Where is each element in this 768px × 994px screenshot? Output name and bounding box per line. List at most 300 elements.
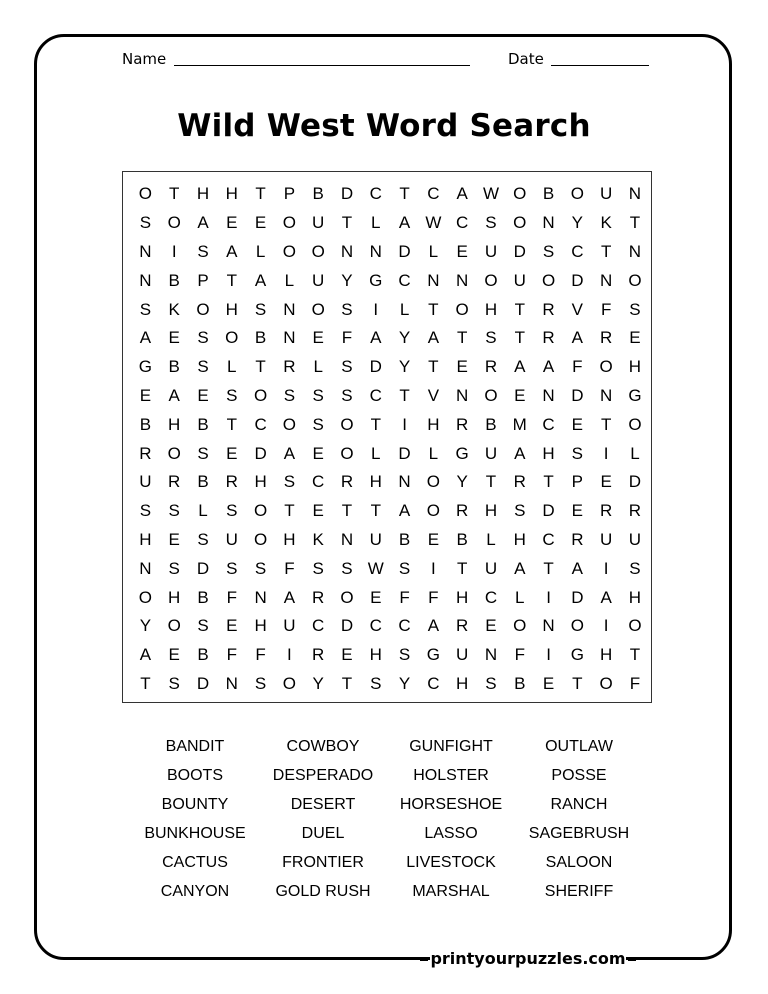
grid-letter[interactable]: O — [311, 299, 325, 319]
grid-letter[interactable]: C — [571, 241, 584, 261]
grid-letter[interactable]: S — [197, 529, 209, 549]
grid-letter[interactable]: A — [600, 587, 612, 607]
grid-letter[interactable]: W — [367, 558, 384, 578]
grid-letter[interactable]: R — [571, 529, 584, 549]
grid-letter[interactable]: S — [197, 616, 209, 636]
grid-letter[interactable]: N — [427, 270, 440, 290]
grid-letter[interactable]: W — [425, 213, 442, 233]
grid-letter[interactable]: I — [546, 587, 551, 607]
grid-letter[interactable]: C — [369, 385, 382, 405]
grid-letter[interactable]: O — [513, 213, 527, 233]
grid-letter[interactable]: L — [399, 299, 410, 319]
grid-letter[interactable]: O — [541, 270, 556, 290]
grid-letter[interactable]: F — [428, 587, 439, 607]
grid-letter[interactable]: U — [600, 529, 613, 549]
grid-letter[interactable]: A — [514, 558, 526, 578]
grid-letter[interactable]: L — [313, 357, 323, 377]
grid-letter[interactable]: A — [542, 357, 555, 377]
grid-letter[interactable]: O — [513, 184, 527, 204]
grid-letter[interactable]: B — [139, 414, 152, 434]
grid-letter[interactable]: R — [168, 472, 181, 492]
grid-letter[interactable]: H — [628, 357, 642, 377]
grid-letter[interactable]: R — [484, 357, 498, 377]
grid-letter[interactable]: N — [628, 184, 642, 204]
grid-letter[interactable]: T — [456, 328, 468, 348]
grid-letter[interactable]: E — [571, 501, 584, 521]
grid-letter[interactable]: S — [168, 673, 180, 693]
grid-letter[interactable]: H — [369, 645, 382, 665]
grid-letter[interactable]: C — [427, 673, 440, 693]
grid-letter[interactable]: I — [603, 616, 609, 636]
grid-letter[interactable]: E — [485, 616, 497, 636]
grid-letter[interactable]: D — [196, 673, 210, 693]
grid-letter[interactable]: A — [398, 213, 411, 233]
grid-letter[interactable]: H — [456, 673, 469, 693]
name-line[interactable] — [174, 65, 470, 66]
grid-letter[interactable]: N — [484, 645, 498, 665]
grid-letter[interactable]: U — [484, 443, 498, 463]
grid-letter[interactable]: S — [341, 558, 353, 578]
grid-letter[interactable]: R — [312, 587, 325, 607]
grid-letter[interactable]: O — [225, 328, 239, 348]
grid-letter[interactable]: B — [312, 184, 324, 204]
grid-letter[interactable]: N — [139, 241, 152, 261]
grid-letter[interactable]: O — [340, 414, 354, 434]
grid-letter[interactable]: H — [168, 587, 181, 607]
grid-letter[interactable]: S — [197, 241, 209, 261]
grid-letter[interactable]: D — [513, 241, 526, 261]
grid-letter[interactable]: T — [370, 501, 381, 521]
grid-letter[interactable]: D — [196, 558, 210, 578]
grid-letter[interactable]: H — [542, 443, 555, 463]
grid-letter[interactable]: E — [514, 385, 526, 405]
grid-letter[interactable]: O — [282, 213, 296, 233]
grid-letter[interactable]: T — [169, 184, 180, 204]
grid-letter[interactable]: T — [543, 472, 554, 492]
grid-letter[interactable]: I — [603, 443, 609, 463]
grid-letter[interactable]: A — [427, 328, 440, 348]
grid-letter[interactable]: C — [312, 472, 325, 492]
grid-letter[interactable]: C — [484, 587, 498, 607]
grid-letter[interactable]: I — [603, 558, 609, 578]
grid-letter[interactable]: F — [255, 645, 266, 665]
grid-letter[interactable]: S — [168, 558, 180, 578]
grid-letter[interactable]: O — [253, 501, 268, 521]
grid-letter[interactable]: G — [426, 645, 440, 665]
grid-letter[interactable]: E — [226, 616, 238, 636]
grid-letter[interactable]: B — [197, 414, 209, 434]
grid-letter[interactable]: O — [340, 587, 354, 607]
grid-letter[interactable]: D — [369, 357, 382, 377]
grid-letter[interactable]: R — [600, 328, 613, 348]
grid-letter[interactable]: T — [140, 673, 151, 693]
grid-letter[interactable]: E — [312, 328, 324, 348]
grid-letter[interactable]: D — [571, 587, 584, 607]
grid-letter[interactable]: S — [283, 385, 296, 405]
grid-letter[interactable]: L — [371, 443, 381, 463]
grid-letter[interactable]: I — [373, 299, 379, 319]
grid-letter[interactable]: L — [486, 529, 496, 549]
grid-letter[interactable]: V — [427, 385, 440, 405]
grid-letter[interactable]: S — [398, 558, 411, 578]
grid-letter[interactable]: D — [571, 385, 584, 405]
grid-letter[interactable]: E — [226, 443, 238, 463]
grid-letter[interactable]: S — [341, 299, 353, 319]
grid-letter[interactable]: O — [138, 184, 153, 204]
grid-letter[interactable]: G — [570, 645, 584, 665]
grid-letter[interactable]: T — [370, 414, 381, 434]
grid-letter[interactable]: E — [456, 357, 468, 377]
grid-letter[interactable]: E — [456, 241, 468, 261]
grid-letter[interactable]: A — [139, 645, 152, 665]
grid-letter[interactable]: C — [369, 184, 382, 204]
grid-letter[interactable]: R — [225, 472, 238, 492]
grid-letter[interactable]: S — [398, 645, 411, 665]
grid-letter[interactable]: O — [599, 673, 613, 693]
grid-letter[interactable]: T — [255, 184, 266, 204]
grid-letter[interactable]: B — [168, 357, 180, 377]
grid-letter[interactable]: D — [254, 443, 267, 463]
grid-letter[interactable]: O — [628, 270, 642, 290]
grid-letter[interactable]: U — [312, 270, 325, 290]
grid-letter[interactable]: O — [253, 529, 268, 549]
grid-letter[interactable]: B — [197, 472, 209, 492]
grid-letter[interactable]: N — [340, 529, 354, 549]
grid-letter[interactable]: S — [226, 558, 238, 578]
grid-letter[interactable]: C — [398, 270, 411, 290]
grid-letter[interactable]: I — [171, 241, 177, 261]
grid-letter[interactable]: E — [168, 645, 180, 665]
grid-letter[interactable]: N — [340, 241, 354, 261]
grid-letter[interactable]: T — [284, 501, 295, 521]
grid-letter[interactable]: S — [197, 357, 209, 377]
grid-letter[interactable]: A — [514, 443, 526, 463]
grid-letter[interactable]: T — [600, 414, 612, 434]
grid-letter[interactable]: I — [402, 414, 407, 434]
grid-letter[interactable]: G — [455, 443, 469, 463]
grid-letter[interactable]: U — [283, 616, 296, 636]
grid-letter[interactable]: D — [628, 472, 642, 492]
grid-letter[interactable]: O — [570, 184, 584, 204]
grid-letter[interactable]: E — [312, 443, 324, 463]
grid-letter[interactable]: Y — [398, 673, 411, 693]
grid-letter[interactable]: Y — [398, 357, 411, 377]
grid-letter[interactable]: F — [629, 673, 641, 693]
grid-letter[interactable]: D — [542, 501, 555, 521]
grid-letter[interactable]: E — [226, 213, 238, 233]
grid-letter[interactable]: D — [340, 184, 354, 204]
grid-letter[interactable]: S — [341, 357, 353, 377]
grid-letter[interactable]: C — [312, 616, 325, 636]
grid-letter[interactable]: H — [225, 184, 238, 204]
grid-letter[interactable]: E — [571, 414, 584, 434]
grid-letter[interactable]: F — [572, 357, 583, 377]
grid-letter[interactable]: T — [572, 673, 583, 693]
grid-letter[interactable]: L — [371, 213, 381, 233]
grid-letter[interactable]: L — [255, 241, 266, 261]
grid-letter[interactable]: F — [226, 645, 237, 665]
grid-letter[interactable]: O — [167, 443, 181, 463]
grid-letter[interactable]: S — [485, 328, 497, 348]
grid-letter[interactable]: P — [283, 184, 296, 204]
grid-letter[interactable]: N — [628, 241, 642, 261]
grid-letter[interactable]: S — [312, 558, 324, 578]
grid-letter[interactable]: S — [139, 299, 152, 319]
grid-letter[interactable]: H — [254, 472, 267, 492]
grid-letter[interactable]: H — [196, 184, 210, 204]
grid-letter[interactable]: O — [426, 472, 440, 492]
grid-letter[interactable]: U — [225, 529, 238, 549]
grid-letter[interactable]: A — [370, 328, 382, 348]
grid-letter[interactable]: U — [513, 270, 526, 290]
grid-letter[interactable]: U — [484, 241, 498, 261]
grid-letter[interactable]: P — [197, 270, 209, 290]
grid-letter[interactable]: T — [629, 213, 641, 233]
grid-letter[interactable]: E — [168, 529, 180, 549]
grid-letter[interactable]: S — [168, 501, 180, 521]
grid-letter[interactable]: N — [542, 616, 555, 636]
grid-letter[interactable]: R — [456, 414, 469, 434]
grid-letter[interactable]: R — [542, 328, 555, 348]
grid-letter[interactable]: C — [542, 529, 555, 549]
grid-letter[interactable]: S — [485, 673, 497, 693]
grid-letter[interactable]: E — [542, 673, 555, 693]
grid-letter[interactable]: B — [197, 587, 209, 607]
grid-letter[interactable]: T — [456, 558, 468, 578]
grid-letter[interactable]: N — [600, 385, 613, 405]
grid-letter[interactable]: S — [485, 213, 497, 233]
grid-letter[interactable]: B — [485, 414, 497, 434]
grid-letter[interactable]: U — [139, 472, 152, 492]
grid-letter[interactable]: E — [197, 385, 209, 405]
grid-letter[interactable]: L — [428, 443, 439, 463]
date-line[interactable] — [551, 65, 649, 66]
grid-letter[interactable]: T — [341, 501, 353, 521]
grid-letter[interactable]: C — [542, 414, 555, 434]
grid-letter[interactable]: O — [455, 299, 469, 319]
grid-letter[interactable]: E — [629, 328, 641, 348]
grid-letter[interactable]: B — [456, 529, 468, 549]
grid-letter[interactable]: H — [369, 472, 382, 492]
grid-letter[interactable]: O — [253, 385, 268, 405]
grid-letter[interactable]: R — [340, 472, 354, 492]
grid-letter[interactable]: S — [226, 501, 238, 521]
grid-letter[interactable]: A — [456, 184, 468, 204]
grid-letter[interactable]: O — [340, 443, 354, 463]
grid-letter[interactable]: H — [513, 529, 526, 549]
grid-letter[interactable]: R — [283, 357, 296, 377]
grid-letter[interactable]: O — [196, 299, 210, 319]
grid-letter[interactable]: I — [287, 645, 292, 665]
grid-letter[interactable]: R — [628, 501, 642, 521]
grid-letter[interactable]: C — [254, 414, 267, 434]
grid-letter[interactable]: N — [283, 299, 296, 319]
grid-letter[interactable]: T — [226, 414, 237, 434]
grid-letter[interactable]: T — [428, 357, 439, 377]
grid-letter[interactable]: F — [600, 299, 612, 319]
grid-letter[interactable]: E — [312, 501, 324, 521]
grid-letter[interactable]: T — [399, 385, 410, 405]
grid-letter[interactable]: L — [284, 270, 295, 290]
grid-letter[interactable]: S — [197, 328, 209, 348]
grid-letter[interactable]: Y — [398, 328, 411, 348]
grid-letter[interactable]: O — [484, 385, 498, 405]
grid-letter[interactable]: S — [254, 673, 267, 693]
grid-letter[interactable]: C — [427, 184, 440, 204]
grid-letter[interactable]: S — [629, 299, 641, 319]
grid-letter[interactable]: L — [630, 443, 640, 463]
grid-letter[interactable]: A — [226, 241, 238, 261]
grid-letter[interactable]: S — [514, 501, 526, 521]
grid-letter[interactable]: F — [399, 587, 410, 607]
grid-letter[interactable]: Y — [312, 673, 324, 693]
grid-letter[interactable]: W — [482, 184, 499, 204]
grid-letter[interactable]: E — [168, 328, 180, 348]
grid-letter[interactable]: H — [139, 529, 152, 549]
grid-letter[interactable]: F — [226, 587, 237, 607]
grid-letter[interactable]: R — [542, 299, 555, 319]
grid-letter[interactable]: U — [312, 213, 325, 233]
grid-letter[interactable]: P — [571, 472, 584, 492]
grid-letter[interactable]: B — [542, 184, 555, 204]
grid-letter[interactable]: M — [512, 414, 527, 434]
grid-letter[interactable]: N — [542, 385, 555, 405]
grid-letter[interactable]: O — [628, 616, 642, 636]
grid-letter[interactable]: N — [139, 270, 152, 290]
grid-letter[interactable]: H — [283, 529, 296, 549]
grid-letter[interactable]: D — [571, 270, 584, 290]
grid-letter[interactable]: S — [370, 673, 382, 693]
grid-letter[interactable]: H — [600, 645, 613, 665]
grid-letter[interactable]: G — [138, 357, 153, 377]
grid-letter[interactable]: V — [571, 299, 584, 319]
grid-letter[interactable]: O — [513, 616, 527, 636]
grid-letter[interactable]: U — [484, 558, 498, 578]
grid-letter[interactable]: N — [369, 241, 382, 261]
grid-letter[interactable]: I — [431, 558, 436, 578]
grid-letter[interactable]: O — [282, 673, 296, 693]
grid-letter[interactable]: A — [571, 328, 584, 348]
grid-letter[interactable]: A — [168, 385, 180, 405]
grid-letter[interactable]: O — [484, 270, 498, 290]
grid-letter[interactable]: T — [629, 645, 641, 665]
grid-letter[interactable]: L — [198, 501, 208, 521]
grid-letter[interactable]: O — [599, 357, 613, 377]
grid-letter[interactable]: O — [282, 241, 296, 261]
grid-letter[interactable]: T — [226, 270, 237, 290]
grid-letter[interactable]: U — [369, 529, 382, 549]
grid-letter[interactable]: S — [312, 385, 324, 405]
grid-letter[interactable]: S — [283, 472, 296, 492]
grid-letter[interactable]: U — [628, 529, 642, 549]
grid-letter[interactable]: N — [225, 673, 238, 693]
grid-letter[interactable]: T — [255, 357, 266, 377]
grid-letter[interactable]: K — [312, 529, 324, 549]
grid-letter[interactable]: S — [542, 241, 555, 261]
grid-letter[interactable]: Y — [456, 472, 468, 492]
grid-letter[interactable]: B — [398, 529, 411, 549]
grid-letter[interactable]: T — [514, 328, 525, 348]
grid-letter[interactable]: E — [254, 213, 267, 233]
grid-letter[interactable]: H — [456, 587, 469, 607]
grid-letter[interactable]: N — [456, 270, 469, 290]
grid-letter[interactable]: O — [167, 213, 181, 233]
grid-letter[interactable]: T — [600, 241, 612, 261]
grid-letter[interactable]: G — [369, 270, 383, 290]
grid-letter[interactable]: D — [398, 241, 411, 261]
grid-letter[interactable]: C — [398, 616, 411, 636]
grid-letter[interactable]: B — [197, 645, 209, 665]
grid-letter[interactable]: D — [398, 443, 411, 463]
grid-letter[interactable]: L — [428, 241, 439, 261]
grid-letter[interactable]: T — [399, 184, 410, 204]
grid-letter[interactable]: A — [571, 558, 584, 578]
grid-letter[interactable]: U — [456, 645, 469, 665]
grid-letter[interactable]: N — [254, 587, 267, 607]
grid-letter[interactable]: F — [514, 645, 525, 665]
grid-letter[interactable]: N — [139, 558, 152, 578]
grid-letter[interactable]: H — [225, 299, 238, 319]
grid-letter[interactable]: N — [456, 385, 469, 405]
grid-letter[interactable]: E — [139, 385, 152, 405]
grid-letter[interactable]: G — [628, 385, 642, 405]
grid-letter[interactable]: A — [427, 616, 440, 636]
grid-letter[interactable]: O — [311, 241, 325, 261]
grid-letter[interactable]: Y — [571, 213, 584, 233]
grid-letter[interactable]: D — [340, 616, 354, 636]
grid-letter[interactable]: H — [427, 414, 440, 434]
grid-letter[interactable]: Y — [341, 270, 353, 290]
grid-letter[interactable]: K — [600, 213, 612, 233]
grid-letter[interactable]: O — [282, 414, 296, 434]
grid-letter[interactable]: A — [283, 587, 296, 607]
grid-letter[interactable]: R — [139, 443, 152, 463]
grid-letter[interactable]: O — [426, 501, 440, 521]
grid-letter[interactable]: A — [283, 443, 296, 463]
grid-letter[interactable]: N — [398, 472, 411, 492]
grid-letter[interactable]: S — [139, 213, 152, 233]
grid-letter[interactable]: F — [284, 558, 295, 578]
grid-letter[interactable]: O — [167, 616, 181, 636]
grid-letter[interactable]: S — [341, 385, 353, 405]
grid-letter[interactable]: A — [254, 270, 267, 290]
grid-letter[interactable]: E — [341, 645, 353, 665]
grid-letter[interactable]: S — [629, 558, 641, 578]
grid-letter[interactable]: B — [514, 673, 526, 693]
grid-letter[interactable]: A — [398, 501, 411, 521]
grid-letter[interactable]: O — [628, 414, 642, 434]
grid-letter[interactable]: T — [485, 472, 497, 492]
grid-letter[interactable]: T — [428, 299, 439, 319]
grid-letter[interactable]: B — [254, 328, 267, 348]
grid-letter[interactable]: O — [138, 587, 153, 607]
grid-letter[interactable]: R — [456, 501, 469, 521]
grid-letter[interactable]: L — [227, 357, 237, 377]
grid-letter[interactable]: S — [312, 414, 324, 434]
grid-letter[interactable]: R — [456, 616, 469, 636]
grid-letter[interactable]: C — [456, 213, 469, 233]
grid-letter[interactable]: H — [628, 587, 642, 607]
grid-letter[interactable]: T — [341, 673, 353, 693]
grid-letter[interactable]: R — [600, 501, 613, 521]
grid-letter[interactable]: H — [168, 414, 181, 434]
grid-letter[interactable]: S — [254, 299, 267, 319]
grid-letter[interactable]: A — [197, 213, 209, 233]
grid-letter[interactable]: R — [312, 645, 325, 665]
grid-letter[interactable]: N — [600, 270, 613, 290]
grid-letter[interactable]: U — [600, 184, 613, 204]
grid-letter[interactable]: N — [542, 213, 555, 233]
